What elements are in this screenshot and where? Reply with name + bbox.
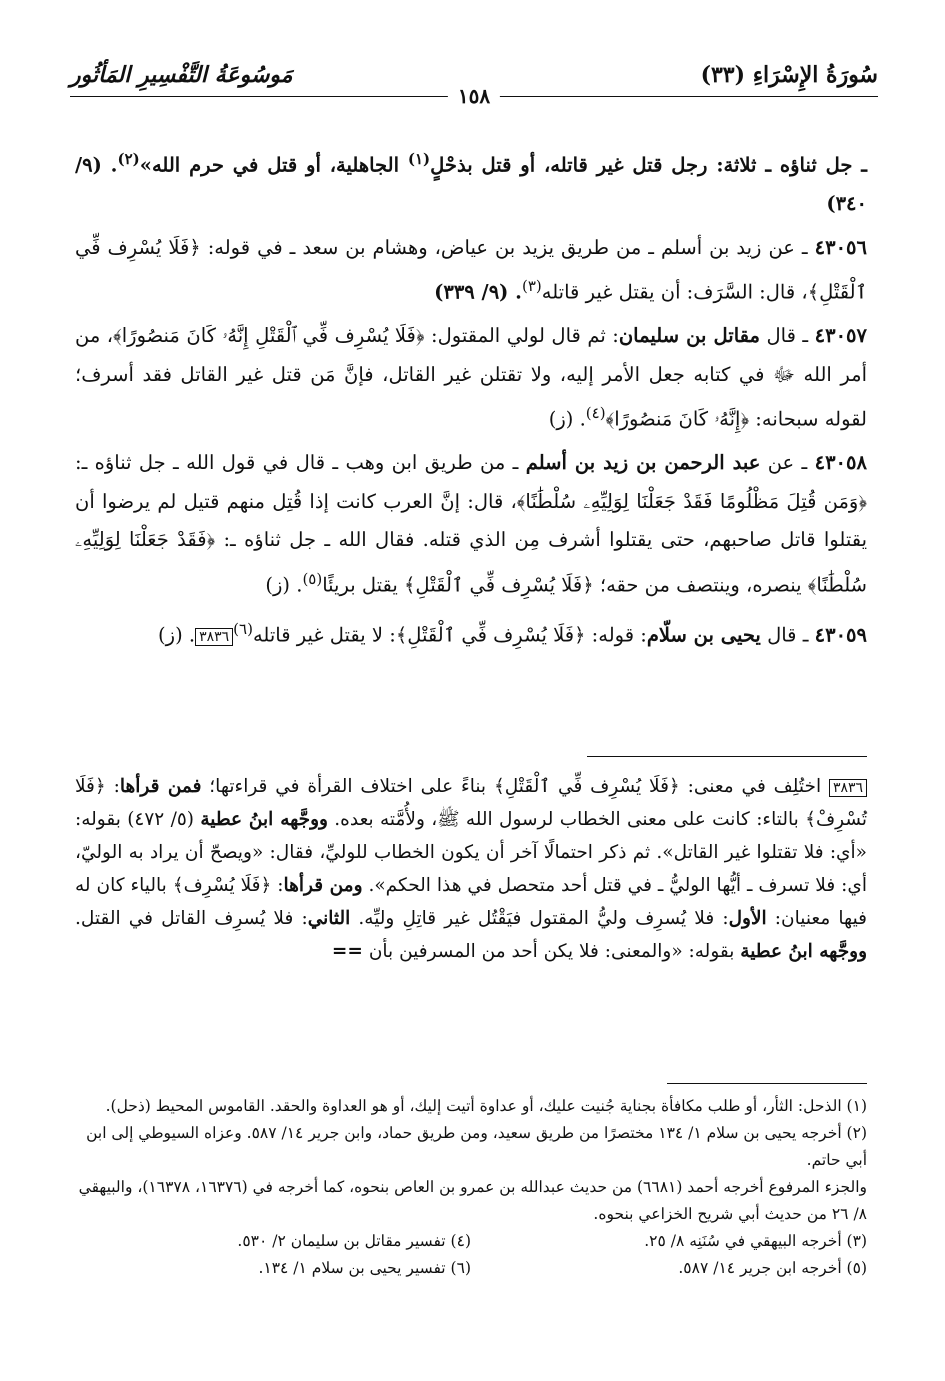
text-run: :	[271, 875, 284, 896]
text-bold: ووجَّهه ابنُ عطية	[740, 941, 867, 962]
footnote-5: (٥) أخرجه ابن جرير ١٤/ ٥٨٧.	[678, 1259, 867, 1277]
text-run: بالياء كان له فيها معنيان:	[75, 875, 867, 929]
entry-number: ٤٣٠٥٧	[814, 324, 867, 347]
source-ref: . (ز)	[548, 407, 586, 431]
continuation-mark: ==	[331, 941, 363, 962]
text-run: ، قال: إنَّ العرب كانت إذا قُتِل منهم قتيل لم يرضوا أن يقتلوا قاتل صاحبهم، حتى يقتلوا أشرف مِن الذي قتله. فقال الله ـ جل ثناؤه ـ:	[75, 489, 868, 551]
footnote-2-cont: والجزء المرفوع أخرجه أحمد (٦٦٨١) من حديث عبدالله بن عمرو بن العاص بنحوه، كما أخرجه في (١٦٣٧٦، ١٦٣٧٨)، والبيهقي ٨/ ٢٦ من حديث أبي شريح الخزاعي بنحوه.	[78, 1178, 867, 1223]
running-header	[70, 62, 878, 112]
commentary-paragraph	[75, 770, 867, 968]
quran-verse: ﴿إِنَّهُۥ كَانَ مَنصُورًا﴾	[605, 407, 750, 431]
book-title: مَوسُوعَةُ التَّفْسِيرِ المَأثُور	[70, 62, 293, 88]
surah-title: سُورَةُ الإِسْرَاءِ (٣٣)	[700, 62, 878, 88]
narrator-name: مقاتل بن سليمان	[618, 324, 760, 347]
text-run: ـ من طريق ابن وهب ـ قال في قول الله ـ جل ثناؤه ـ:	[75, 451, 526, 474]
commentary-ref-box[interactable]: ٣٨٣٦	[195, 628, 233, 646]
text-run: (٥/ ٤٧٢) بقوله: «أي: فلا تقتلوا غير القاتل». ثم ذكر احتمالًا آخر أن يكون الخطاب للوليِّ، فقال: «ويصحّ أن يراد به الوليّ، أي: فلا تسرف ـ أيُّها الوليُّ ـ في قتل أحد متحصل في هذا الحكم».	[75, 809, 867, 896]
text-run: يقتل بريئًا	[322, 573, 404, 596]
text-run: :	[105, 776, 120, 797]
entry-number: ٤٣٠٥٩	[814, 623, 867, 646]
text-run: : لا يقتل غير قاتله	[252, 623, 396, 646]
footnote-ref[interactable]: (١)	[407, 150, 431, 168]
footnote-1: (١) الذحل: الثأر، أو طلب مكافأة بجناية جُنيت عليك، أو عداوة أتيت إليك، أو هو العداوة والحقد. القاموس المحيط (ذحل).	[105, 1097, 867, 1115]
page-number: ١٥٨	[448, 84, 500, 108]
quran-verse: ﴿فَلَا يُسْرِف فِّي ٱلْقَتْلِ﴾	[75, 235, 867, 304]
text-run: بناءً على اختلاف القرأة في قراءتها؛	[201, 776, 494, 797]
commentary	[75, 770, 867, 968]
quran-verse: ﴿فَقَدْ جَعَلْنَا لِوَلِيِّهِۦ سُلْطَٰنًا﴾	[75, 528, 867, 596]
text-run: اختُلِف في معنى:	[679, 776, 829, 797]
footnote-rule	[667, 1083, 867, 1084]
text-run: بقوله: «والمعنى: فلا يكن أحد من المسرفين بأن	[368, 941, 741, 962]
text-run: ينصره، وينتصف من حقه؛	[593, 573, 808, 596]
quran-verse: ﴿وَمَن قُتِلَ مَظْلُومًا فَقَدْ جَعَلْنَا لِوَلِيِّهِۦ سُلْطَٰنًا﴾	[516, 489, 867, 513]
text-run: الجاهلية، أو قتل في حرم الله»	[139, 153, 408, 177]
source-ref: . (ز)	[158, 623, 196, 646]
text-bold: الثاني	[307, 908, 351, 929]
footnote-ref[interactable]: (٦)	[233, 619, 253, 638]
quran-verse: ﴿فَلَا يُسْرِف فِّي ٱلْقَتْلِ﴾	[404, 573, 594, 596]
commentary-rule	[587, 756, 867, 757]
entry-number: ٤٣٠٥٨	[814, 451, 867, 474]
footnote-row	[75, 1255, 867, 1282]
footnote-ref[interactable]: (٣)	[521, 277, 542, 295]
commentary-number-box: ٣٨٣٦	[829, 779, 867, 797]
text-run: ـ عن	[760, 451, 815, 474]
footnote-row	[75, 1228, 867, 1255]
text-run: : فلا يُسرِف وليُّ المقتول فيَقْتُل غير قاتِلِ وليِّه.	[350, 908, 729, 929]
text-bold: الأول	[728, 908, 767, 929]
main-text	[75, 140, 867, 655]
source-ref: . (ز)	[265, 573, 303, 596]
text-run: ـ قال	[760, 623, 815, 646]
quran-verse: ﴿فَلَا تُسْرِفْ﴾	[75, 776, 868, 830]
entry-43059	[75, 610, 867, 655]
quran-verse: ﴿فَلَا يُسْرِف فِّي ٱلْقَتْلِ﴾	[395, 623, 586, 646]
quran-verse: ﴿فَلَا يُسْرِف فِّي ٱلْقَتْلِ إِنَّهُۥ كَانَ مَنصُورًا﴾	[113, 324, 425, 347]
text-run: ـ قال	[759, 324, 815, 347]
narrator-name: عبد الرحمن بن زيد بن أسلم	[525, 451, 761, 474]
footnote-4: (٤) تفسير مقاتل بن سليمان ٢/ ٥٣٠.	[237, 1232, 471, 1250]
text-run: : فلا يُسرِف القاتل في القتل.	[75, 908, 308, 929]
narrator-name: يحيى بن سلّام	[646, 623, 761, 646]
text-run: ـ جل ثناؤه ـ ثلاثة: رجل قتل غير قاتله، أو قتل بذحْلٍ	[430, 153, 868, 177]
footnotes	[75, 1093, 867, 1282]
paragraph-continuation	[75, 140, 867, 224]
quran-verse: ﴿فَلَا يُسْرِف فِّي ٱلْقَتْلِ﴾	[493, 776, 680, 797]
footnote-ref[interactable]: (٤)	[585, 404, 606, 422]
entry-43056	[75, 229, 867, 313]
footnote-6: (٦) تفسير يحيى بن سلام ١/ ١٣٤.	[258, 1259, 471, 1277]
text-bold: فمن قرأها	[119, 776, 202, 797]
source-ref: . (٩/ ٣٣٩)	[434, 280, 522, 304]
footnote-2: (٢) أخرجه يحيى بن سلام ١/ ١٣٤ مختصرًا من طريق سعيد، ومن طريق حماد، وابن جرير ١٤/ ٥٨٧. وعزاه السيوطي إلى ابن أبي حاتم.	[86, 1124, 867, 1169]
text-run: : ثم قال لولي المقتول:	[424, 324, 619, 347]
text-bold: ووجَّهه ابنُ عطية	[200, 809, 328, 830]
text-run: ، قال: السَّرَف: أن يقتل غير قاتله	[541, 280, 808, 304]
footnote-ref[interactable]: (٥)	[302, 569, 323, 588]
entry-43058	[75, 444, 867, 605]
entry-43057	[75, 317, 867, 439]
source-ref: . (٩/ ٣٤٠)	[75, 153, 867, 215]
text-run: ـ عن زيد بن أسلم ـ من طريق يزيد بن عياض، وهشام بن سعد ـ في قوله:	[200, 235, 815, 259]
text-run: : قوله:	[585, 623, 647, 646]
text-run: بالتاء: كانت على معنى الخطاب لرسول الله ﷺ، ولأُمَّته بعده.	[327, 809, 806, 830]
entry-number: ٤٣٠٥٦	[814, 235, 867, 259]
text-bold: ومن قرأها	[283, 875, 363, 896]
quran-verse: ﴿فَلَا يُسْرِف﴾	[172, 875, 272, 896]
footnote-ref[interactable]: (٢)	[117, 150, 140, 168]
footnote-3: (٣) أخرجه البيهقي في سُنَنِه ٨/ ٢٥.	[644, 1232, 867, 1250]
text-run: ، من أمر الله ﷻ في كتابه جعل الأمر إليه، ولا تقتلن غير القاتل، فإنَّ مَن قتل غير القاتل فقد أسرف؛ لقوله سبحانه:	[75, 324, 867, 431]
